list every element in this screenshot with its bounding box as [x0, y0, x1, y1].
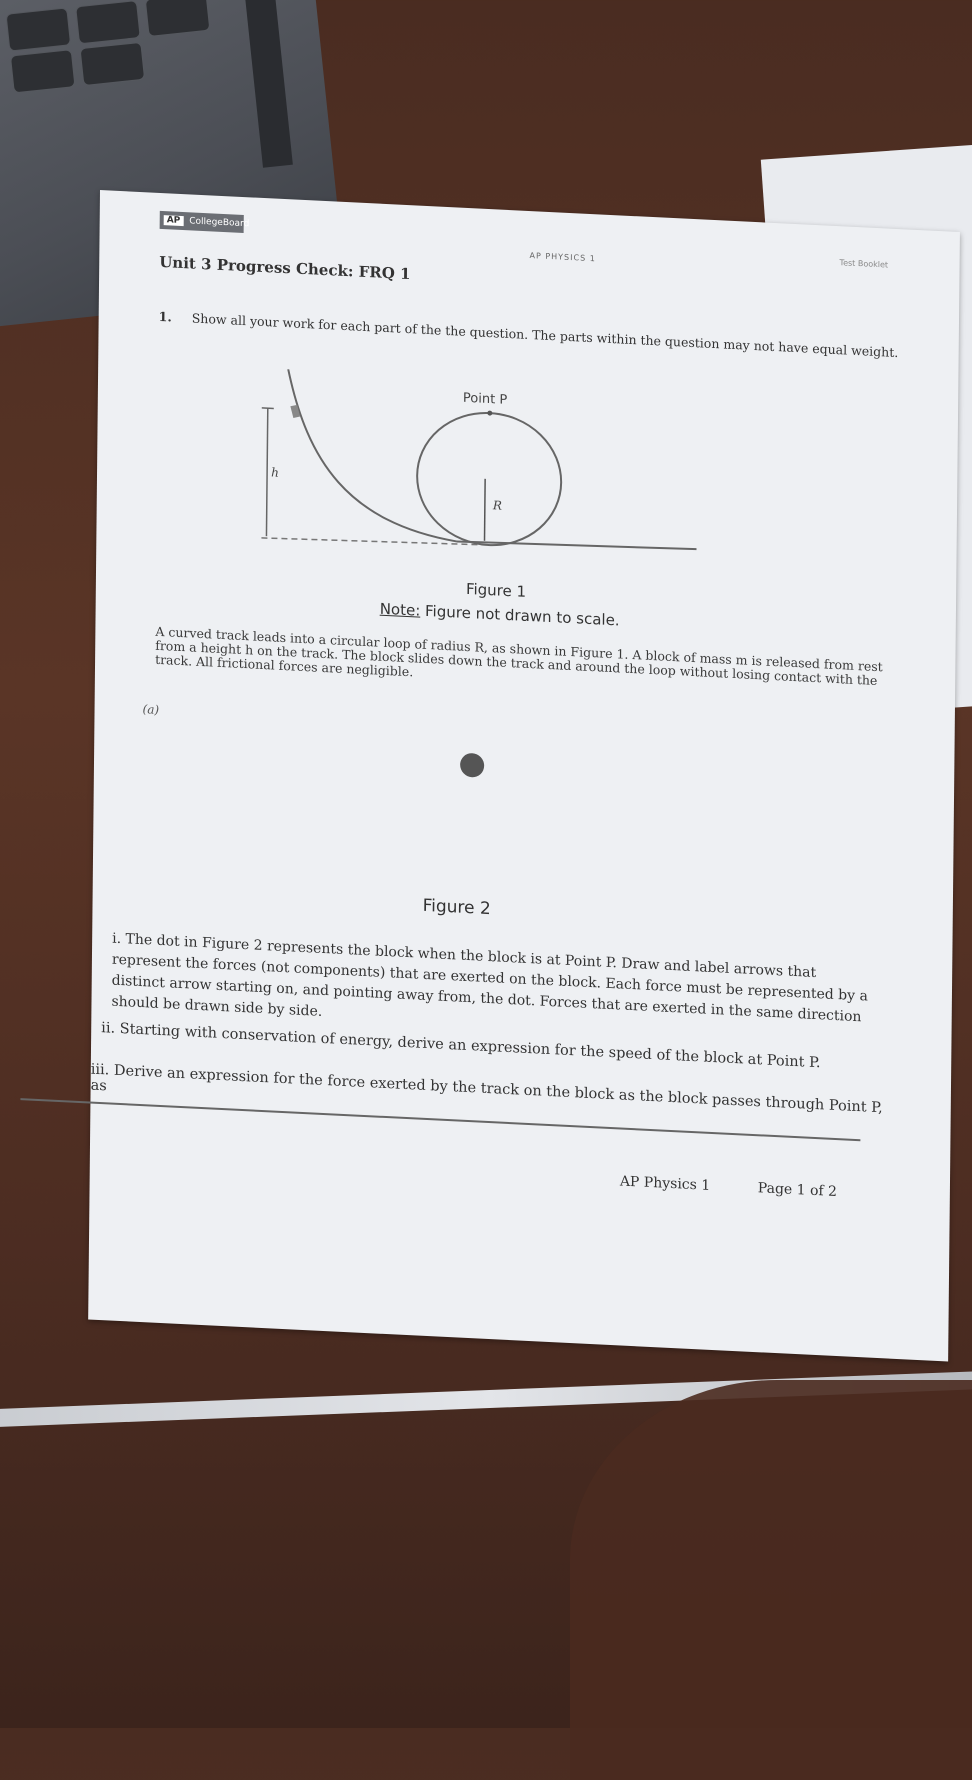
foreground-shadow	[570, 1380, 972, 1780]
header-subject: AP PHYSICS 1	[529, 251, 596, 264]
figure-1-note	[380, 600, 620, 630]
point-p-marker	[487, 410, 492, 415]
figure-2-caption: Figure 2	[422, 895, 491, 920]
circular-loop	[416, 410, 561, 549]
worksheet-page	[88, 190, 960, 1362]
subpart-iii: iii. Derive an expression for the force exerted by the track on the block as the block passes through Point P, as	[90, 1061, 883, 1117]
radius-label: R	[492, 498, 502, 513]
figure-1-caption: Figure 1	[465, 579, 527, 601]
ap-logo: AP CollegeBoard	[160, 211, 244, 233]
problem-paragraph: A curved track leads into a circular loop of radius R, as shown in Figure 1. A block of mass m is released from rest from a height h on the track. The block slides down the track and around the loop without losing contact with the track. All frictional forces are negligible.	[155, 623, 883, 689]
subpart-i: i. The dot in Figure 2 represents the block when the block is at Point P. Draw and label arrows that represent the forces (not components) that are exerted on the block. Each force must be represented by a distinct arrow starting on, and pointing away from, the dot. Forces that are exerted in the same direction should be drawn side by side.	[111, 930, 868, 1026]
question-instruction-text: Show all your work for each part of the the question. The parts within the question may not have equal weight.	[191, 310, 899, 361]
part-a-label: (a)	[142, 702, 160, 717]
footer-page-number: Page 1 of 2	[757, 1180, 838, 1201]
radius-line	[485, 479, 486, 541]
header-booklet: Test Booklet	[839, 258, 889, 270]
height-tick	[262, 408, 274, 409]
question-number: 1.	[158, 308, 172, 325]
page-title: Unit 3 Progress Check: FRQ 1	[159, 252, 411, 284]
height-label: h	[271, 465, 279, 480]
figure-1-diagram	[256, 368, 718, 580]
block-dot	[460, 753, 484, 778]
question-instruction	[159, 309, 919, 361]
note-text: Figure not drawn to scale.	[420, 601, 620, 630]
subpart-ii: ii. Starting with conservation of energy, derive an expression for the speed of the block at Point P.	[101, 1020, 821, 1072]
note-prefix: Note:	[379, 599, 421, 620]
point-p-label: Point P	[462, 390, 508, 408]
height-line	[266, 408, 267, 536]
curved-track	[286, 369, 458, 541]
footer-course: AP Physics 1	[619, 1173, 711, 1194]
